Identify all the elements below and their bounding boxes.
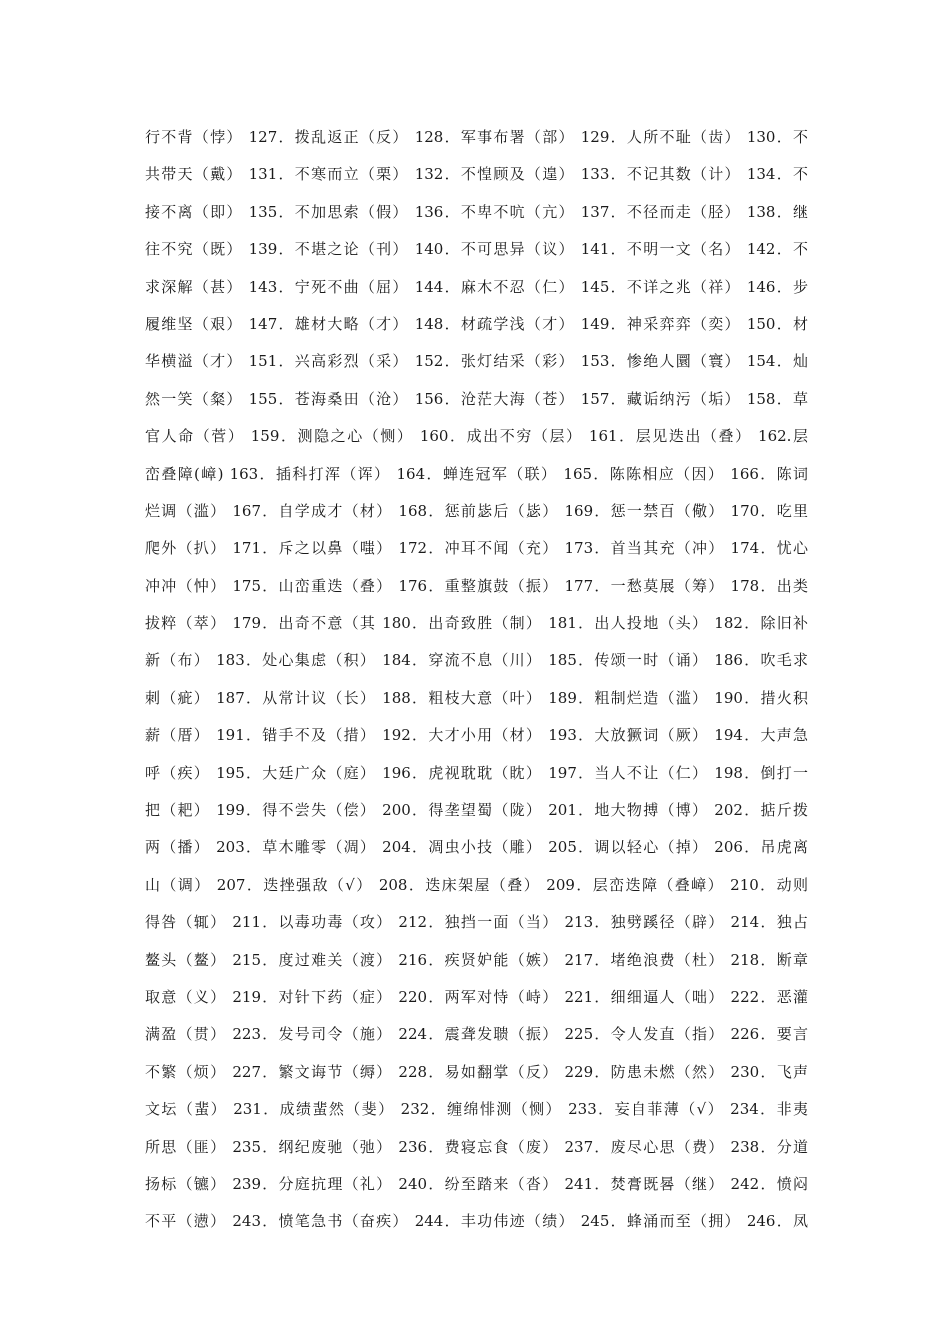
document-body [145,119,808,1241]
text-line: 得咎（辄） 211．以毒功毒（攻） 212．独挡一面（当） 213．独劈蹊径（辟） 214．独占 [145,913,808,932]
text-line: 取意（义） 219．对针下药（症） 220．两军对恃（峙） 221．细细逼人（咄） 222．恶灌 [145,987,808,1006]
text-line: 刺（疵） 187．从常计议（长） 188．粗枝大意（叶） 189．粗制烂造（滥） 190．措火积 [145,688,808,707]
text-line: 山（调） 207．迭挫强敌（√） 208．迭床架屋（叠） 209．层峦迭障（叠嶂） 210．动则 [145,875,808,894]
text-line: 接不离（即） 135．不加思索（假） 136．不卑不吭（亢） 137．不径而走（胫） 138．继 [145,202,808,221]
text-line: 往不究（既） 139．不堪之论（刊） 140．不可思异（议） 141．不明一文（名） 142．不 [145,240,808,259]
text-line: 然一笑（粲） 155．苍海桑田（沧） 156．沧茫大海（苍） 157．藏诟纳污（垢） 158．草 [145,389,808,408]
text-line: 新（布） 183．处心集虑（积） 184．穿流不息（川） 185．传颂一时（诵） 186．吹毛求 [145,651,808,670]
text-line: 鳌头（鳌） 215．度过难关（渡） 216．疾贤妒能（嫉） 217．堵绝浪费（杜） 218．断章 [145,950,808,969]
text-line: 冲冲（忡） 175．山峦重迭（叠） 176．重整旗鼓（振） 177．一愁莫展（筹） 178．出类 [145,576,808,595]
text-line: 拔粹（萃） 179．出奇不意（其 180．出奇致胜（制） 181．出人投地（头） 182．除旧补 [145,614,808,633]
text-line: 官人命（菅） 159．测隐之心（恻） 160．成出不穷（层） 161．层见迭出（叠） 162.层 [145,427,808,446]
text-line: 烂调（滥） 167．自学成才（材） 168．惩前毖后（毖） 169．惩一禁百（儆） 170．吃里 [145,501,808,520]
text-line: 华横溢（才） 151．兴高彩烈（采） 152．张灯结采（彩） 153．惨绝人圜（寰） 154．灿 [145,352,808,371]
text-line: 满盈（贯） 223．发号司令（施） 224．震聋发聩（振） 225．令人发直（指） 226．要言 [145,1025,808,1044]
text-line: 扬标（镳） 239．分庭抗理（礼） 240．纷至踏来（沓） 241．焚膏既晷（继） 242．愤闷 [145,1174,808,1193]
text-line: 不平（懑） 243．愤笔急书（奋疾） 244．丰功伟迹（绩） 245．蜂涌而至（拥） 246．凤 [145,1212,808,1231]
text-line: 文坛（蜚） 231．成绩蜚然（斐） 232．缠绵悱测（恻） 233．妄自菲薄（√） 234．非夷 [145,1100,808,1119]
text-line: 两（播） 203．草木雕零（凋） 204．凋虫小技（雕） 205．调以轻心（掉） 206．吊虎离 [145,838,808,857]
text-line: 峦叠障(嶂) 163．插科打浑（诨） 164．蝉连冠军（联） 165．陈陈相应（因） 166．陈词 [145,464,808,483]
text-line: 求深解（甚） 143．宁死不曲（屈） 144．麻木不忍（仁） 145．不详之兆（祥） 146．步 [145,277,808,296]
text-line: 薪（厝） 191．错手不及（措） 192．大才小用（材） 193．大放獗词（厥） 194．大声急 [145,726,808,745]
text-line: 呼（疾） 195．大廷广众（庭） 196．虎视耽耽（眈） 197．当人不让（仁） 198．倒打一 [145,763,808,782]
text-line: 爬外（扒） 171．斥之以鼻（嗤） 172．冲耳不闻（充） 173．首当其充（冲） 174．忧心 [145,539,808,558]
text-line: 履维坚（艰） 147．雄材大略（才） 148．材疏学浅（才） 149．神采弈弈（奕） 150．材 [145,314,808,333]
text-line: 不繁（烦） 227．繁文诲节（缛） 228．易如翻掌（反） 229．防患未燃（然） 230．飞声 [145,1062,808,1081]
text-line: 把（耙） 199．得不尝失（偿） 200．得垄望蜀（陇） 201．地大物搏（博） 202．掂斤拨 [145,801,808,820]
text-line: 共带天（戴） 131．不寒而立（栗） 132．不惶顾及（遑） 133．不记其数（计） 134．不 [145,165,808,184]
text-line: 行不背（悖） 127．拨乱返正（反） 128．军事布署（部） 129．人所不耻（齿） 130．不 [145,128,808,146]
text-line: 所思（匪） 235．纲纪废驰（弛） 236．费寝忘食（废） 237．废尽心思（费） 238．分道 [145,1137,808,1156]
